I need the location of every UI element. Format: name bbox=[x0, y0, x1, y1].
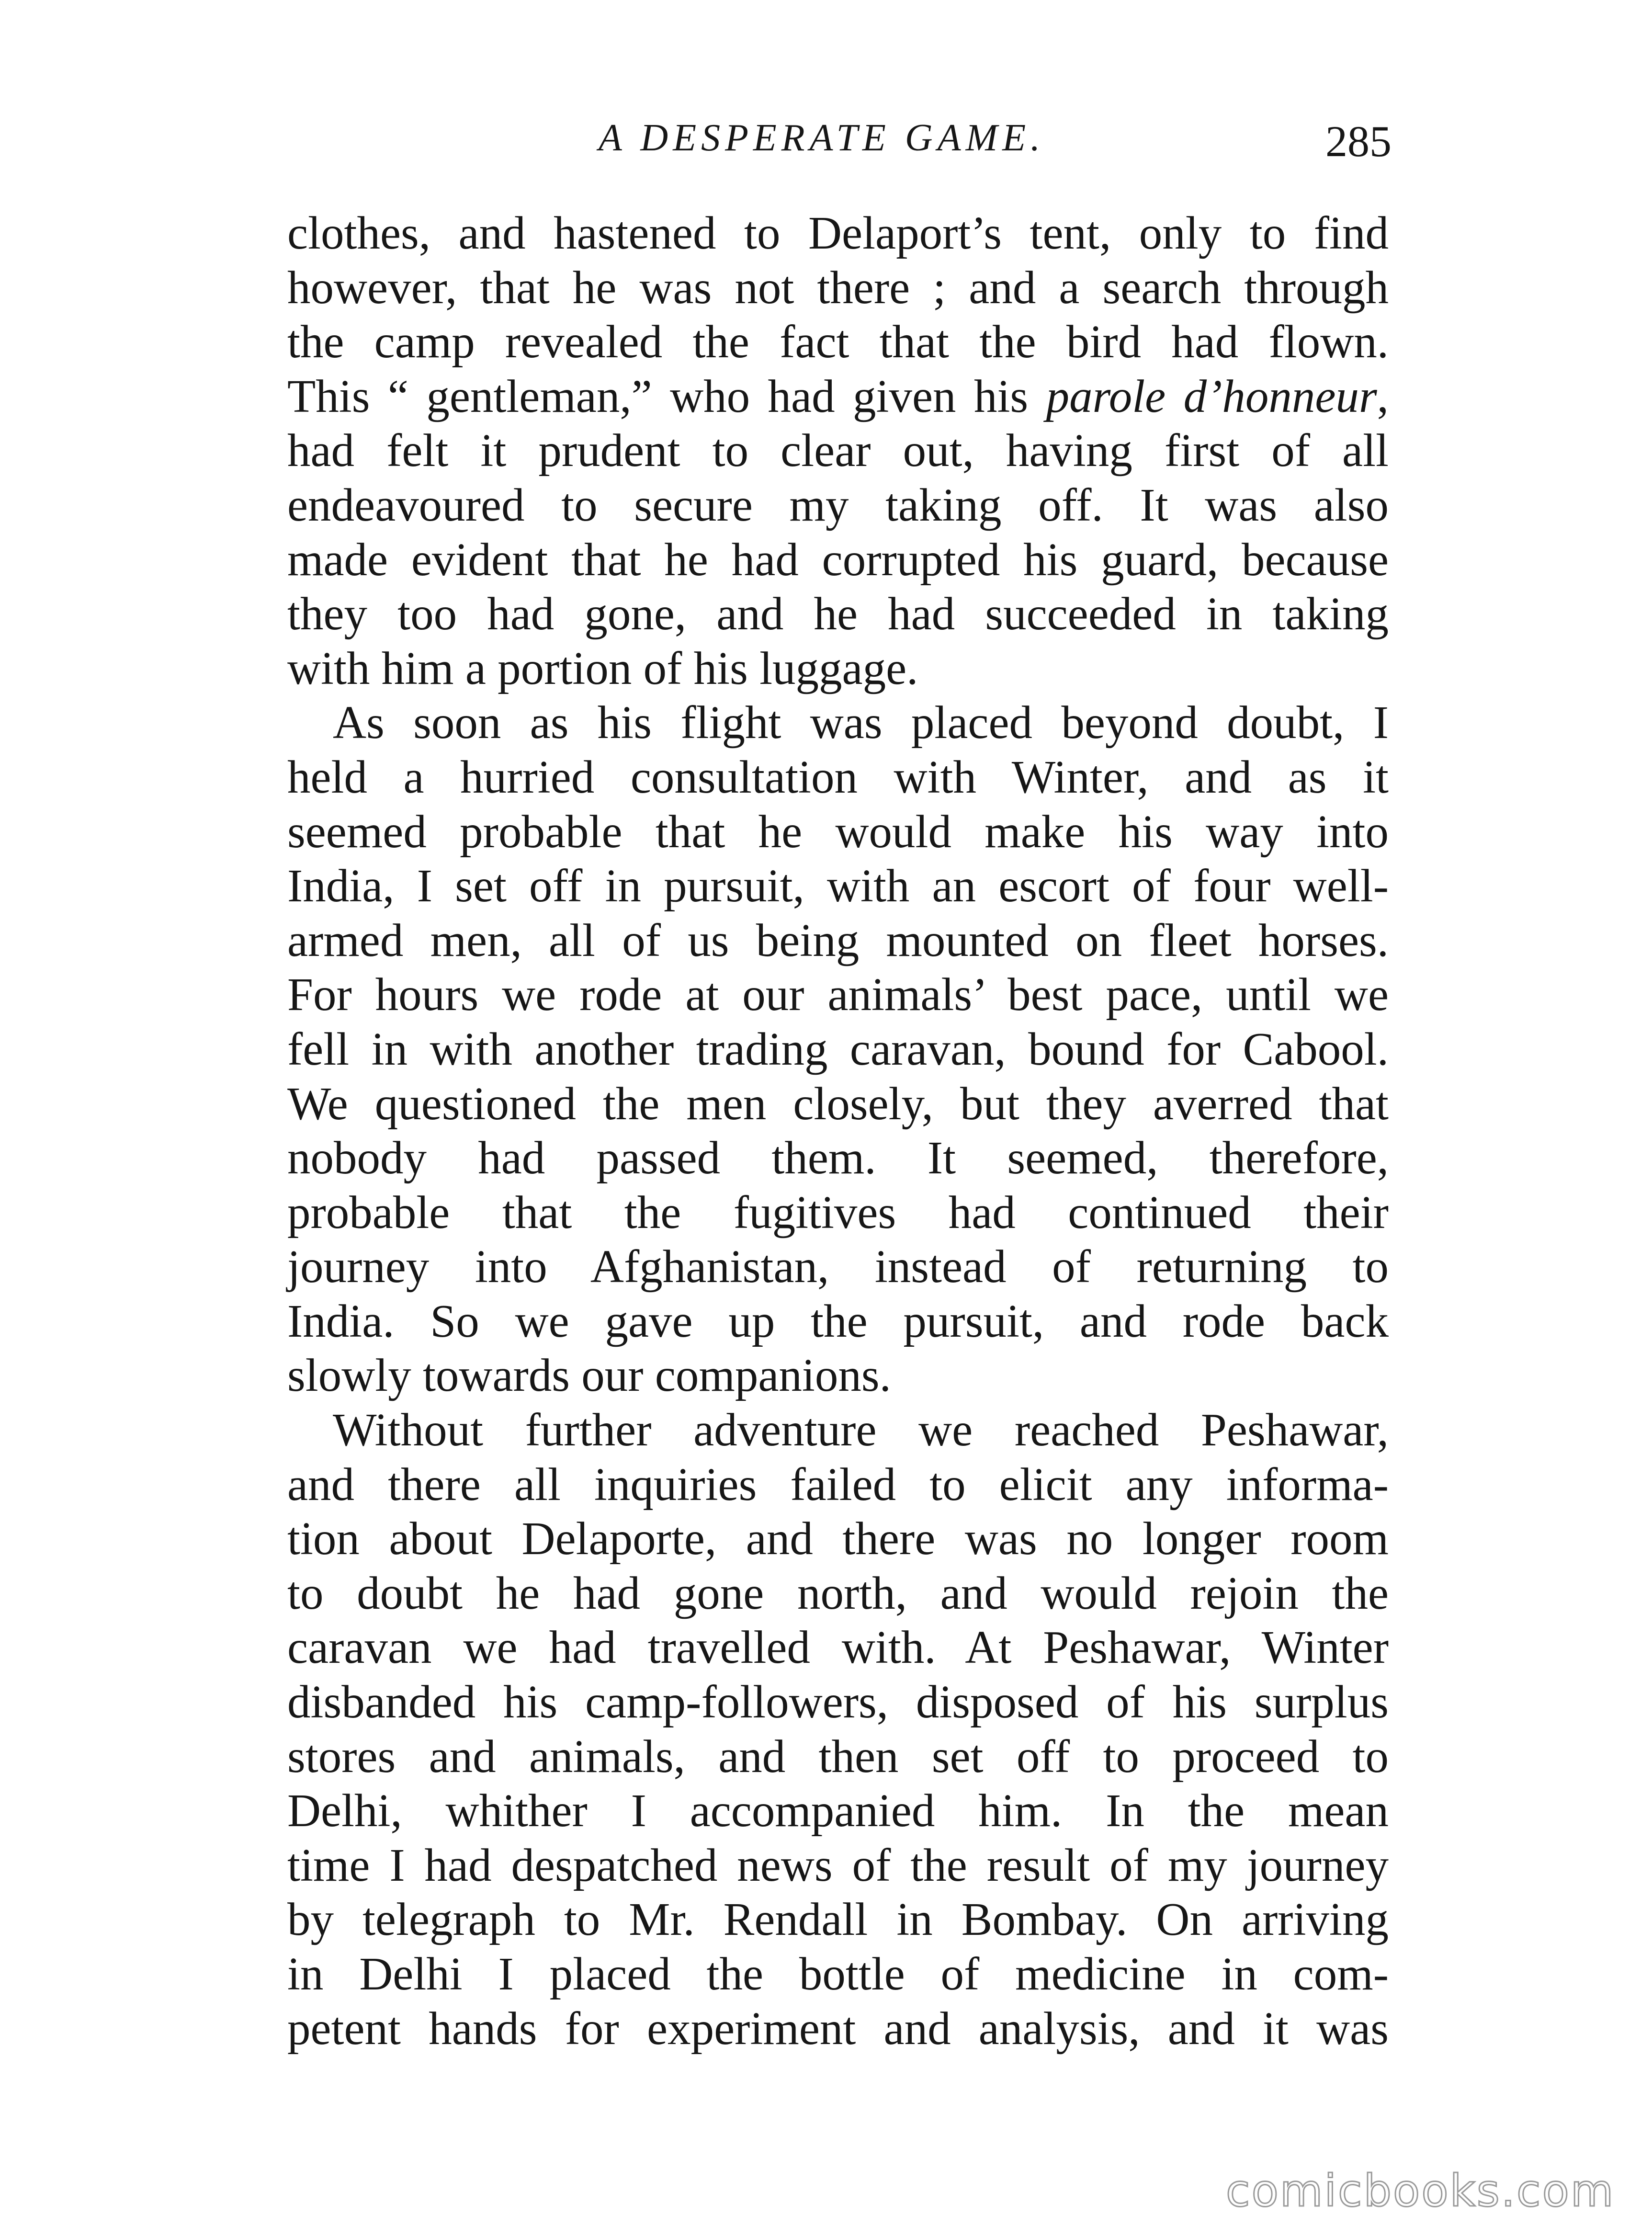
text-line: As soon as his flight was placed beyond doubt, I bbox=[333, 697, 1389, 749]
text-line: India. So we gave up the pursuit, and rode back bbox=[287, 1295, 1389, 1347]
text-line: Delhi, whither I accompanied him. In the mean bbox=[287, 1785, 1389, 1837]
text-line: petent hands for experiment and analysis, and it was bbox=[287, 2002, 1389, 2054]
text-line: fell in with another trading caravan, bound for Cabool. bbox=[287, 1023, 1389, 1075]
running-title: A DESPERATE GAME. bbox=[599, 117, 1045, 159]
text-line: nobody had passed them. It seemed, therefore, bbox=[287, 1132, 1389, 1184]
text-line: We questioned the men closely, but they averred that bbox=[287, 1078, 1389, 1129]
text-line: journey into Afghanistan, instead of returning to bbox=[287, 1241, 1389, 1293]
text-line: and there all inquiries failed to elicit any informa- bbox=[287, 1458, 1389, 1510]
text-line: held a hurried consultation with Winter, and as it bbox=[287, 751, 1389, 803]
text-line: made evident that he had corrupted his guard, because bbox=[287, 534, 1389, 585]
text-line: had felt it prudent to clear out, having first of all bbox=[287, 425, 1389, 477]
text-line: the camp revealed the fact that the bird had flown. bbox=[287, 316, 1389, 368]
text-line: stores and animals, and then set off to proceed to bbox=[287, 1730, 1389, 1782]
text-line: armed men, all of us being mounted on fleet horses. bbox=[287, 914, 1389, 966]
text-line: probable that the fugitives had continued their bbox=[287, 1186, 1389, 1238]
text-line: they too had gone, and he had succeeded in taking bbox=[287, 588, 1389, 640]
text-line: endeavoured to secure my taking off. It was also bbox=[287, 479, 1389, 531]
watermark: comicbooks.com bbox=[1226, 2165, 1615, 2216]
text-line: tion about Delaporte, and there was no longer room bbox=[287, 1513, 1389, 1565]
text-line: For hours we rode at our animals’ best pace, until we bbox=[287, 969, 1389, 1021]
text-line: India, I set off in pursuit, with an escort of four well- bbox=[287, 860, 1389, 912]
text-line: This “ gentleman,” who had given his parole d’honneur, bbox=[287, 370, 1389, 422]
text-line: clothes, and hastened to Delaport’s tent, only to find bbox=[287, 207, 1389, 259]
text-line: by telegraph to Mr. Rendall in Bombay. On arriving bbox=[287, 1894, 1389, 1945]
text-line: seemed probable that he would make his way into bbox=[287, 806, 1389, 857]
text-line: time I had despatched news of the result of my journey bbox=[287, 1839, 1389, 1891]
text-line: slowly towards our companions. bbox=[287, 1350, 891, 1401]
text-line: however, that he was not there ; and a search through bbox=[287, 261, 1389, 313]
text-line: Without further adventure we reached Peshawar, bbox=[333, 1404, 1389, 1456]
text-line: to doubt he had gone north, and would rejoin the bbox=[287, 1567, 1389, 1619]
text-line: caravan we had travelled with. At Peshawar, Winter bbox=[287, 1622, 1389, 1673]
text-line: in Delhi I placed the bottle of medicine in com- bbox=[287, 1948, 1389, 2000]
text-line: disbanded his camp-followers, disposed of his surplus bbox=[287, 1676, 1389, 1728]
text-line: with him a portion of his luggage. bbox=[287, 642, 918, 694]
body-text bbox=[287, 206, 1389, 2056]
page-number: 285 bbox=[1325, 117, 1392, 166]
